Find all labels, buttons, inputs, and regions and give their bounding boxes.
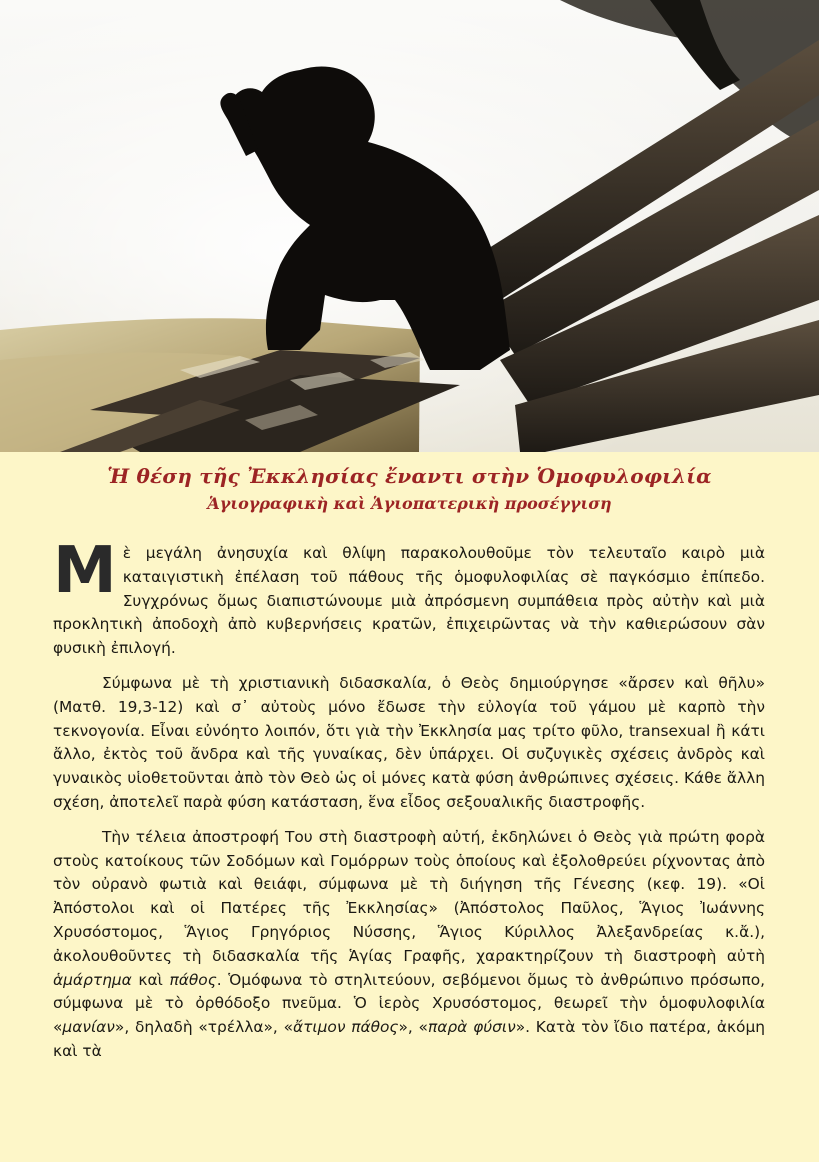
paragraph-2: Σύμφωνα μὲ τὴ χριστιανικὴ διδασκαλία, ὁ Θεὸς δημιούργησε «ἄρσεν καὶ θῆλυ» (Ματθ. 19,3-12) καὶ σ᾿ αὐτοὺς μόνο ἔδωσε τὴν εὐλογία τοῦ γάμου μὲ καρπὸ τὴν τεκνογονία. Εἶναι εὐνόητο λοιπόν, ὅτι γιὰ τὴν Ἐκκλησία μας τρίτο φῦλο, transexual ἢ κάτι ἄλλο, ἐκτὸς τοῦ ἄνδρα καὶ τῆς γυναίκας, δὲν ὑπάρχει. Οἱ συζυγικὲς σχέσεις ἀνδρὸς καὶ γυναικὸς υἱοθετοῦνται ἀπὸ τὸν Θεὸ ὡς οἱ μόνες κατὰ φύση ἀνθρώπινες σχέσεις. Κάθε ἄλλη σχέση, ἀποτελεῖ παρὰ φύση κατάσταση, ἕνα εἶδος σεξουαλικῆς διαστροφῆς. [53, 673, 765, 811]
emphasis-sin: ἁμάρτημα [53, 970, 132, 989]
drop-cap: Μ [53, 534, 117, 608]
paragraph-3 [53, 826, 765, 1064]
man-on-bench-silhouette-photo [0, 0, 819, 452]
article-title: Ἡ θέση τῆς Ἐκκλησίας ἔναντι στὴν Ὁμοφυλοφιλία [107, 464, 712, 488]
paragraph-1-text: ὲ μεγάλη ἀνησυχία καὶ θλίψη παρακολουθοῦμε τὸν τελευταῖο καιρὸ μιὰ καταιγιστικὴ ἐπέλαση τοῦ πάθους τῆς ὁμοφυλοφιλίας σὲ παγκόσμιο ἐπίπεδο. Συγχρόνως ὅμως διαπιστώνουμε μιὰ ἀπρόσμενη συμπάθεια πρὸς αὐτὴν καὶ μιὰ προκλητικὴ ἀποδοχὴ ἀπὸ κυβερνήσεις κρατῶν, ἐπιχειρῶντας νὰ τὴν καθιερώσουν σὰν φυσικὴ ἐπιλογή. [53, 544, 765, 658]
emphasis-dishonorable-passion: ἄτιμον πάθος [293, 1018, 399, 1037]
emphasis-mania: μανίαν [62, 1018, 115, 1037]
paragraph-3-text-f: ». Κατὰ τὸν ἴδιο πατέρα, ἀκόμη καὶ τὰ [53, 1018, 766, 1060]
paragraph-1 [53, 534, 765, 661]
hero-photo [0, 0, 819, 452]
article-subtitle: Ἁγιογραφικὴ καὶ Ἁγιοπατερικὴ προσέγγιση [207, 494, 612, 513]
article-body [53, 534, 766, 1075]
paragraph-3-text-c: . Ὁμόφωνα τὸ στηλιτεύουν, σεβόμενοι ὅμως τὸ ἀνθρώπινο πρόσωπο, σύμφωνα μὲ τὸ ὀρθόδοξο πνεῦμα. Ὁ ἱερὸς Χρυσόστομος, θεωρεῖ τὴν ὁμοφυλοφιλία « [53, 970, 765, 1037]
paragraph-3-text-e: », « [398, 1018, 428, 1037]
paragraph-3-text-b: καὶ [131, 970, 170, 989]
paragraph-3-text-d: », δηλαδὴ «τρέλλα», « [114, 1018, 293, 1037]
emphasis-against-nature: παρὰ φύσιν [427, 1018, 516, 1037]
paragraph-3-text-a: Τὴν τέλεια ἀποστροφή Του στὴ διαστροφὴ αὐτή, ἐκδηλώνει ὁ Θεὸς γιὰ πρώτη φορὰ στοὺς κατοίκους τῶν Σοδόμων καὶ Γομόρρων τοὺς ὁποίους καὶ ἐξολοθρεύει ρίχνοντας ἀπὸ τὸν οὐρανὸ φωτιὰ καὶ θειάφι, σύμφωνα μὲ τὴ διήγηση τῆς Γένεσης (κεφ. 19). «Οἱ Ἀπόστολοι καὶ οἱ Πατέρες τῆς Ἐκκλησίας» (Ἀπόστολος Παῦλος, Ἅγιος Ἰωάννης Χρυσόστομος, Ἅγιος Γρηγόριος Νύσσης, Ἅγιος Κύριλλος Ἀλεξανδρείας κ.ἄ.), ἀκολουθοῦντες τὴ διδασκαλία τῆς Ἁγίας Γραφῆς, χαρακτηρίζουν τὴ διαστροφὴ αὐτὴ [53, 827, 765, 965]
emphasis-passion: πάθος [169, 970, 217, 989]
